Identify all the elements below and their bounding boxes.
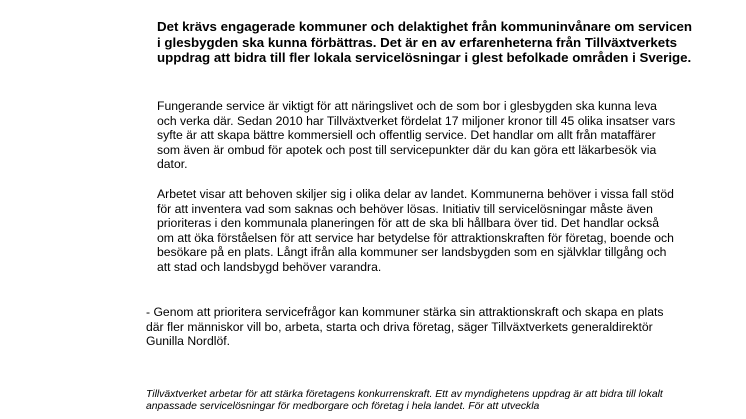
body-paragraph-service: Fungerande service är viktigt för att näringslivet och de som bor i glesbygden ska kunna leva och verka där. Sedan 2010 har Tillväxtverket fördelat 17 miljoner kronor till 45 olika insatser vars syfte är att skapa bättre kommersiell och offentlig service. Det handlar om allt från mataffärer som även är ombud för apotek och post till servicepunkter där du kan göra ett läkarbesök via dator. bbox=[157, 99, 676, 172]
body-paragraph-needs: Arbetet visar att behoven skiljer sig i olika delar av landet. Kommunerna behöver i vissa fall stöd för att inventera vad som saknas och behöver lösas. Initiativ till servicelösningar måste även prioriteras i den kommunala planeringen för att de ska bli hållbara över tid. Det handlar också om att öka förståelsen för att service har betydelse för attraktionskraften för företag, boende och besökare på en plats. Långt ifrån alla kommuner ser landsbygden som en självklar tillgång och att stad och landsbygd behöver varandra. bbox=[157, 187, 674, 274]
director-quote: - Genom att prioritera servicefrågor kan kommuner stärka sin attraktionskraft och skapa en plats där fler människor vill bo, arbeta, starta och driva företag, säger Tillväxtverkets generaldirektör Gunilla Nordlöf. bbox=[146, 305, 664, 349]
footer-note: Tillväxtverket arbetar för att stärka företagens konkurrenskraft. Ett av myndighetens uppdrag är att bidra till lokalt anpassade servicelösningar för medborgare och företag i hela landet. För att utveckla bbox=[146, 389, 663, 413]
lead-paragraph: Det krävs engagerade kommuner och delaktighet från kommuninvånare om servicen i glesbygden ska kunna förbättras. Det är en av erfarenheterna från Tillväxtverkets uppdrag att bidra till fler lokala servicelösningar i glest befolkade områden i Sverige. bbox=[157, 19, 693, 66]
